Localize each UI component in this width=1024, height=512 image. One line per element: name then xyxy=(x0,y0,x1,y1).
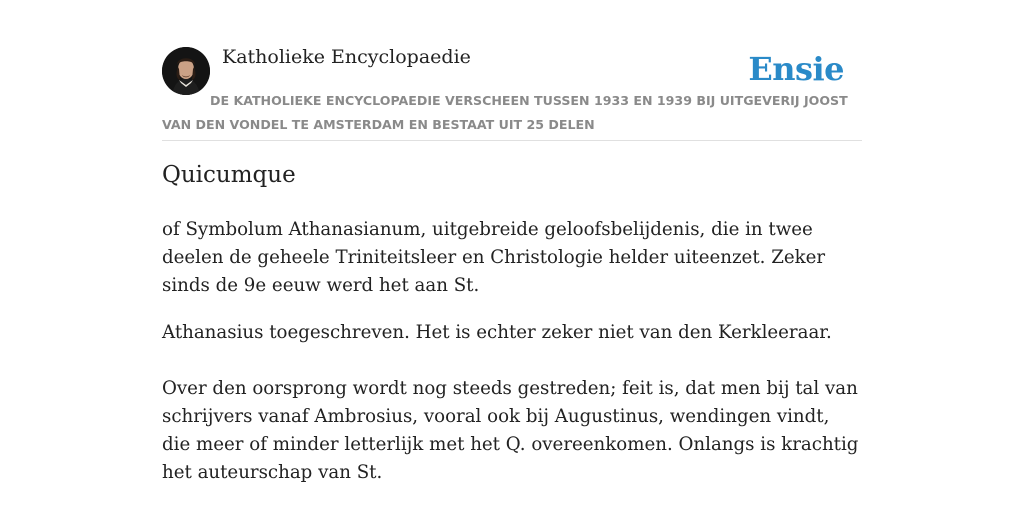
ensie-logo[interactable]: Ensie xyxy=(748,50,844,88)
site-header xyxy=(162,0,862,141)
article-title: Quicumque xyxy=(162,162,296,188)
page-container xyxy=(162,0,862,483)
site-title[interactable]: Katholieke Encyclopaedie xyxy=(222,46,471,68)
portrait-image xyxy=(162,47,210,95)
article-paragraph-2: Athanasius toegeschreven. Het is echter zeker niet van den Kerkleeraar. xyxy=(162,322,832,343)
article-paragraph-3: Over den oorsprong wordt nog steeds gestreden; feit is, dat men bij tal van schrijvers vanaf Ambrosius, vooral ook bij Augustinus, wendingen vindt, die meer of minder letterlijk met het Q. overeenkomen. Onlangs is krachtig het auteurschap van St. xyxy=(162,378,859,483)
portrait-avatar-icon[interactable] xyxy=(162,47,210,95)
article-paragraph-1: of Symbolum Athanasianum, uitgebreide geloofsbelijdenis, die in twee deelen de geheele Triniteitsleer en Christologie helder uiteenzet. Zeker sinds de 9e eeuw werd het aan St. xyxy=(162,219,826,296)
site-description: DE KATHOLIEKE ENCYCLOPAEDIE VERSCHEEN TUSSEN 1933 EN 1939 BIJ UITGEVERIJ JOOST VAN DEN VONDEL TE AMSTERDAM EN BESTAAT UIT 25 DELEN xyxy=(162,93,848,132)
